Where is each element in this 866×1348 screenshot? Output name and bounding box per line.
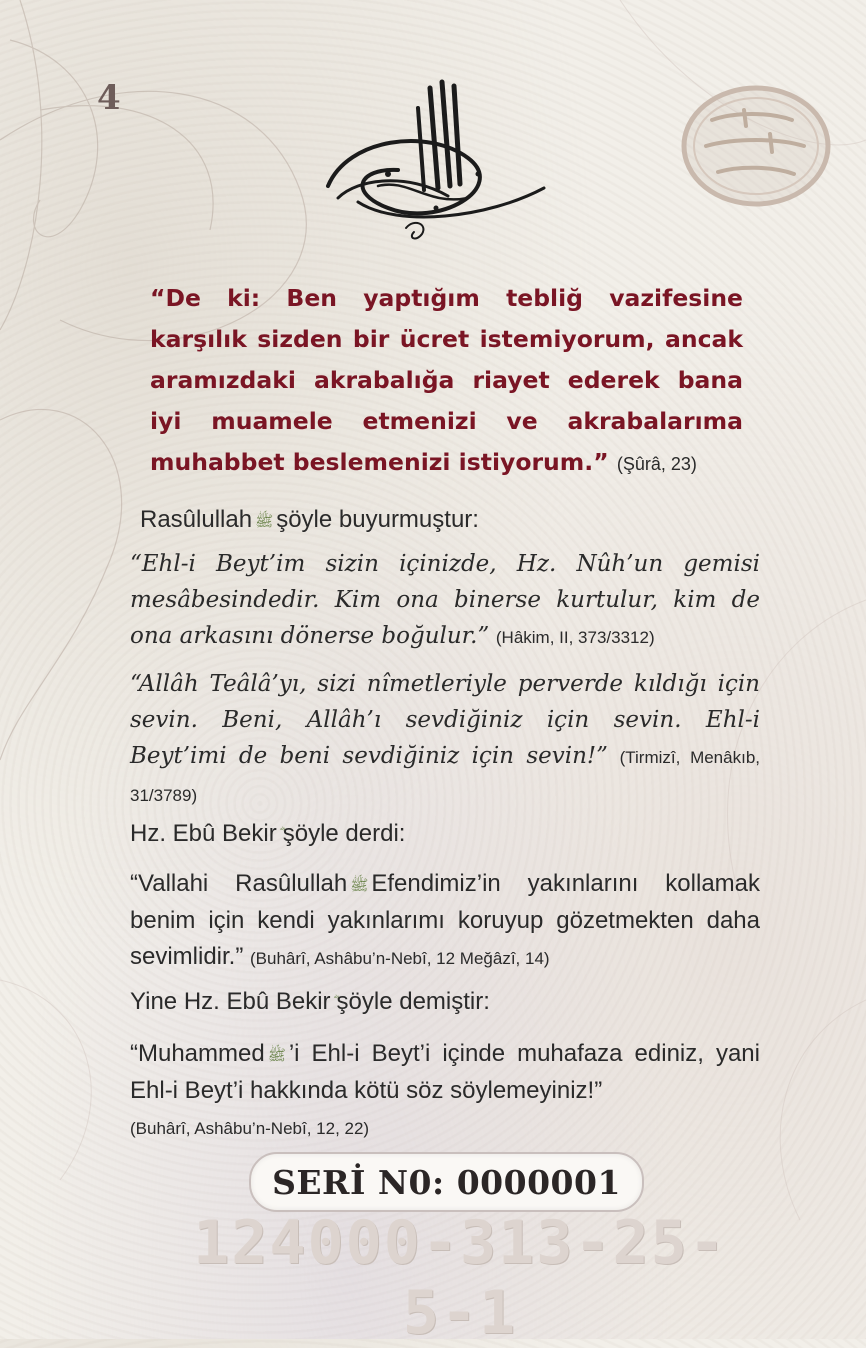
abubakr-intro-1-before: Hz. Ebû Bekir [130,820,277,847]
abubakr-intro-2 [130,984,760,1021]
page-number: 4 [97,78,121,118]
abubakr-quote-2-source: (Buhârî, Ashâbu’n-Nebî, 12, 22) [130,1118,370,1138]
hadith-intro [140,502,770,539]
hadith-2-text: “Allâh Teâlâ’yı, sizi nîmetleriyle perverde kıldığı için sevin. Beni, Allâh’ı sevdiğiniz için sevin. Ehl-i Beyt’imi de beni sevdiğiniz için sevin!” [130,671,760,769]
abubakr-quote-1-before: “Vallahi Rasûlullah [130,870,348,897]
hadith-1-text: “Ehl-i Beyt’im sizin içinizde, Hz. Nûh’un gemisi mesâbesindedir. Kim ona binerse kurtulur, kim de ona arkasını dönerse boğulur.” [130,551,760,649]
tughra-calligraphy-icon [318,78,548,258]
salawat-icon: ﷺ [350,875,369,894]
quran-verse [150,278,743,485]
hadith-2-source: (Tirmizî, Menâkıb, 31/3789) [130,748,760,805]
verse-source: (Şûrâ, 23) [616,454,697,474]
salawat-icon: ﷺ [267,1045,286,1064]
abubakr-quote-1-after: Efendimiz’in yakınlarını kollamak benim için kendi yakınlarımı koruyup gözetmekten daha sevimlidir.” [130,870,761,970]
hadith-intro-after: şöyle buyurmuştur: [276,506,479,533]
abubakr-quote-1 [130,866,760,977]
abubakr-intro-1 [130,816,760,853]
abubakr-intro-1-after: şöyle derdi: [282,820,406,847]
abubakr-quote-2-before: “Muhammed [130,1040,265,1067]
abubakr-intro-2-after: şöyle demiştir: [336,988,490,1015]
salawat-icon: ﷺ [255,511,274,530]
abubakr-intro-2-before: Yine Hz. Ebû Bekir [130,988,331,1015]
prophet-seal-icon [674,82,834,210]
hadith-intro-before: Rasûlullah [140,506,253,533]
abubakr-quote-2-after: ’i Ehl-i Beyt’i içinde muhafaza ediniz, yani Ehl-i Beyt’i hakkında kötü söz söylemeyiniz!” [130,1040,760,1104]
hadith-1 [130,546,760,656]
abubakr-quote-2 [130,1036,760,1147]
serial-number-box [249,1152,644,1212]
abubakr-quote-1-source: (Buhârî, Ashâbu’n-Nebî, 12 Meğâzî, 14) [250,948,550,968]
barcode-number: 124000-313-25-5-1 [193,1208,727,1348]
hadith-1-source: (Hâkim, II, 373/3312) [495,628,655,647]
serial-number: SERİ N0: 0000001 [272,1162,621,1202]
verse-text: “De ki: Ben yaptığım tebliğ vazifesine karşılık sizden bir ücret istemiyorum, ancak aramızdaki akrabalığa riayet ederek bana iyi muamele etmenizi ve akrabalarıma muhabbet beslemenizi istiyorum.” [150,284,743,476]
hadith-2 [130,666,760,814]
